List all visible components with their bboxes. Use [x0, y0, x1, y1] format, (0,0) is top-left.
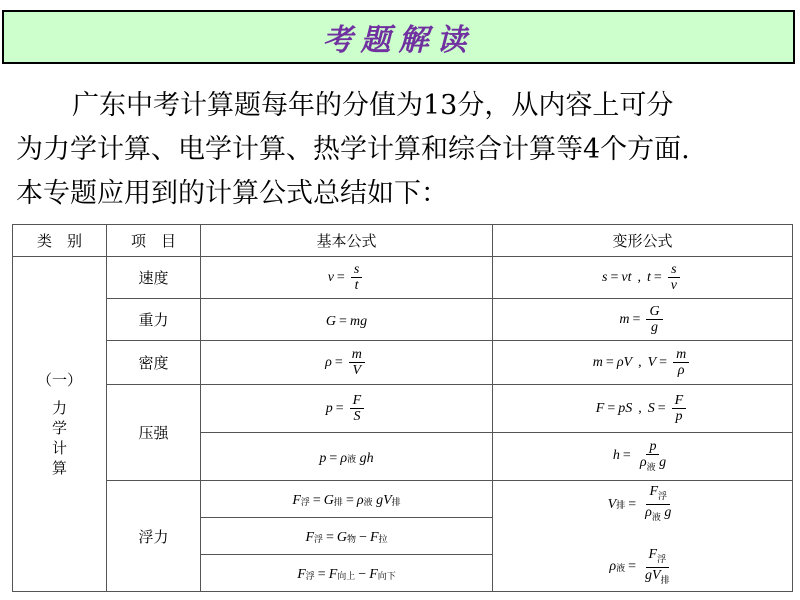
category-number: （一） [36, 371, 82, 389]
title-banner [2, 10, 795, 64]
basic-formula-buoyancy-2: F 浮 = G 物 − F 拉 [201, 518, 493, 555]
category-char: 算 [51, 459, 67, 477]
item-pressure: 压强 [107, 385, 201, 481]
table-header-row [13, 225, 793, 257]
intro-paragraph [16, 84, 796, 216]
variant-formula-pressure-1: F = pS , S = $\frac{F}{p}$ [493, 385, 793, 433]
table-row [13, 481, 793, 518]
basic-formula-buoyancy-1: F 浮 = G 排 = ρ 液 gV 排 [201, 481, 493, 518]
item-density: 密度 [107, 341, 201, 385]
basic-formula-pressure-1: p = $\frac{F}{S}$ [201, 385, 493, 433]
header-basic-formula: 基本公式 [201, 225, 493, 257]
intro-line-1: 广东中考计算题每年的分值为13分，从内容上可分 [72, 90, 674, 121]
variant-formula-density: m = ρV , V = $\frac{m}{\rho}$ [493, 341, 793, 385]
basic-formula-speed: v = $\frac{s}{t}$ [201, 257, 493, 299]
item-buoyancy: 浮力 [107, 481, 201, 592]
page-title: 考题解读 [322, 23, 475, 58]
basic-formula-buoyancy-3: F 浮 = F 向上 − F 向下 [201, 555, 493, 592]
table-row [13, 385, 793, 433]
category-cell [13, 257, 107, 592]
basic-formula-gravity: G = mg [201, 299, 493, 341]
category-char: 学 [51, 419, 67, 437]
table-row [13, 341, 793, 385]
intro-line-3: 本专题应用到的计算公式总结如下： [16, 178, 448, 209]
category-char: 力 [51, 399, 67, 417]
item-speed: 速度 [107, 257, 201, 299]
basic-formula-density: ρ = $\frac{m}{V}$ [201, 341, 493, 385]
variant-formula-gravity: m = $\frac{G}{g}$ [493, 299, 793, 341]
table-row [13, 257, 793, 299]
formula-table [12, 224, 793, 592]
formula-table-container [12, 224, 792, 592]
variant-formula-buoyancy: V 排 = $\frac{F_浮}{\rho_液 g}$ ρ 液 = $\frac{F_浮}{gV_排}$ [493, 481, 793, 592]
header-item: 项 目 [107, 225, 201, 257]
basic-formula-pressure-2: p = ρ 液 gh [201, 433, 493, 481]
intro-line-2: 为力学计算、电学计算、热学计算和综合计算等4个方面. [16, 134, 690, 165]
item-gravity: 重力 [107, 299, 201, 341]
header-variant-formula: 变形公式 [493, 225, 793, 257]
header-category: 类 别 [13, 225, 107, 257]
variant-formula-speed: s = vt , t = $\frac{s}{v}$ [493, 257, 793, 299]
category-char: 计 [51, 439, 67, 457]
variant-formula-pressure-2: h = $\frac{p}{\rho_液 g}$ [493, 433, 793, 481]
table-row [13, 299, 793, 341]
